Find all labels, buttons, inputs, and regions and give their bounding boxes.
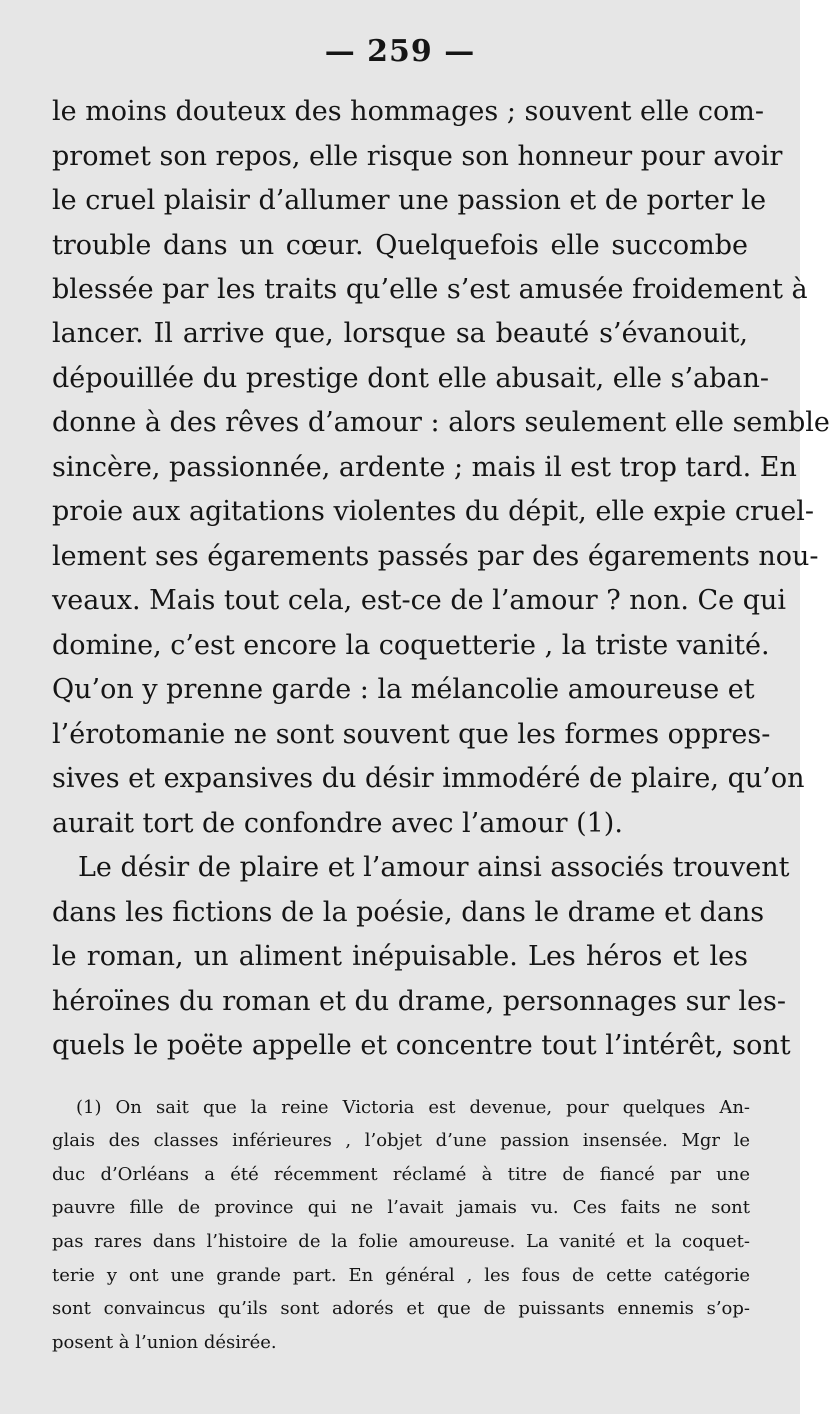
footnote-line: posent à l’union désirée. xyxy=(52,1332,277,1353)
body-line: aurait tort de confondre avec l’amour (1). xyxy=(52,808,623,839)
footnote-line: sont convaincus qu’ils sont adorés et que de puissants ennemis s’op- xyxy=(52,1298,750,1319)
footnote-line: pas rares dans l’histoire de la folie amoureuse. La vanité et la coquet- xyxy=(52,1231,750,1252)
body-line: le cruel plaisir d’allumer une passion et de porter le xyxy=(52,185,767,216)
body-line: blessée par les traits qu’elle s’est amusée froidement à xyxy=(52,274,808,305)
body-line: proie aux agitations violentes du dépit, elle expie cruel- xyxy=(52,496,814,527)
body-line: domine, c’est encore la coquetterie , la triste vanité. xyxy=(52,630,770,661)
body-line: quels le poëte appelle et concentre tout l’intérêt, sont xyxy=(52,1030,791,1061)
body-line: trouble dans un cœur. Quelquefois elle succombe xyxy=(52,230,748,261)
footnote-line: duc d’Orléans a été récemment réclamé à titre de fiancé par une xyxy=(52,1164,750,1185)
body-line: lancer. Il arrive que, lorsque sa beauté s’évanouit, xyxy=(52,318,748,349)
body-line: lement ses égarements passés par des égarements nou- xyxy=(52,541,819,572)
footnote-line: (1) On sait que la reine Victoria est devenue, pour quelques An- xyxy=(76,1097,750,1118)
body-line: promet son repos, elle risque son honneur pour avoir xyxy=(52,141,783,172)
footnote-line: glais des classes inférieures , l’objet d’une passion insensée. Mgr le xyxy=(52,1130,750,1151)
body-line: Qu’on y prenne garde : la mélancolie amoureuse et xyxy=(52,674,755,705)
body-line: le moins douteux des hommages ; souvent elle com- xyxy=(52,96,764,127)
body-line: sives et expansives du désir immodéré de plaire, qu’on xyxy=(52,763,805,794)
body-line: donne à des rêves d’amour : alors seulement elle semble xyxy=(52,407,830,438)
body-line: l’érotomanie ne sont souvent que les formes oppres- xyxy=(52,719,771,750)
page-number: — 259 — xyxy=(324,34,476,69)
body-line: veaux. Mais tout cela, est-ce de l’amour ? non. Ce qui xyxy=(52,585,787,616)
body-line: héroïnes du roman et du drame, personnages sur les- xyxy=(52,986,786,1017)
body-line: sincère, passionnée, ardente ; mais il est trop tard. En xyxy=(52,452,797,483)
footnote-line: terie y ont une grande part. En général , les fous de cette catégorie xyxy=(52,1265,750,1286)
body-line: dans les fictions de la poésie, dans le drame et dans xyxy=(52,897,765,928)
footnote-line: pauvre fille de province qui ne l’avait jamais vu. Ces faits ne sont xyxy=(52,1197,750,1218)
body-line: le roman, un aliment inépuisable. Les héros et les xyxy=(52,941,748,972)
body-line: dépouillée du prestige dont elle abusait, elle s’aban- xyxy=(52,363,770,394)
body-line: Le désir de plaire et l’amour ainsi associés trouvent xyxy=(78,852,790,883)
